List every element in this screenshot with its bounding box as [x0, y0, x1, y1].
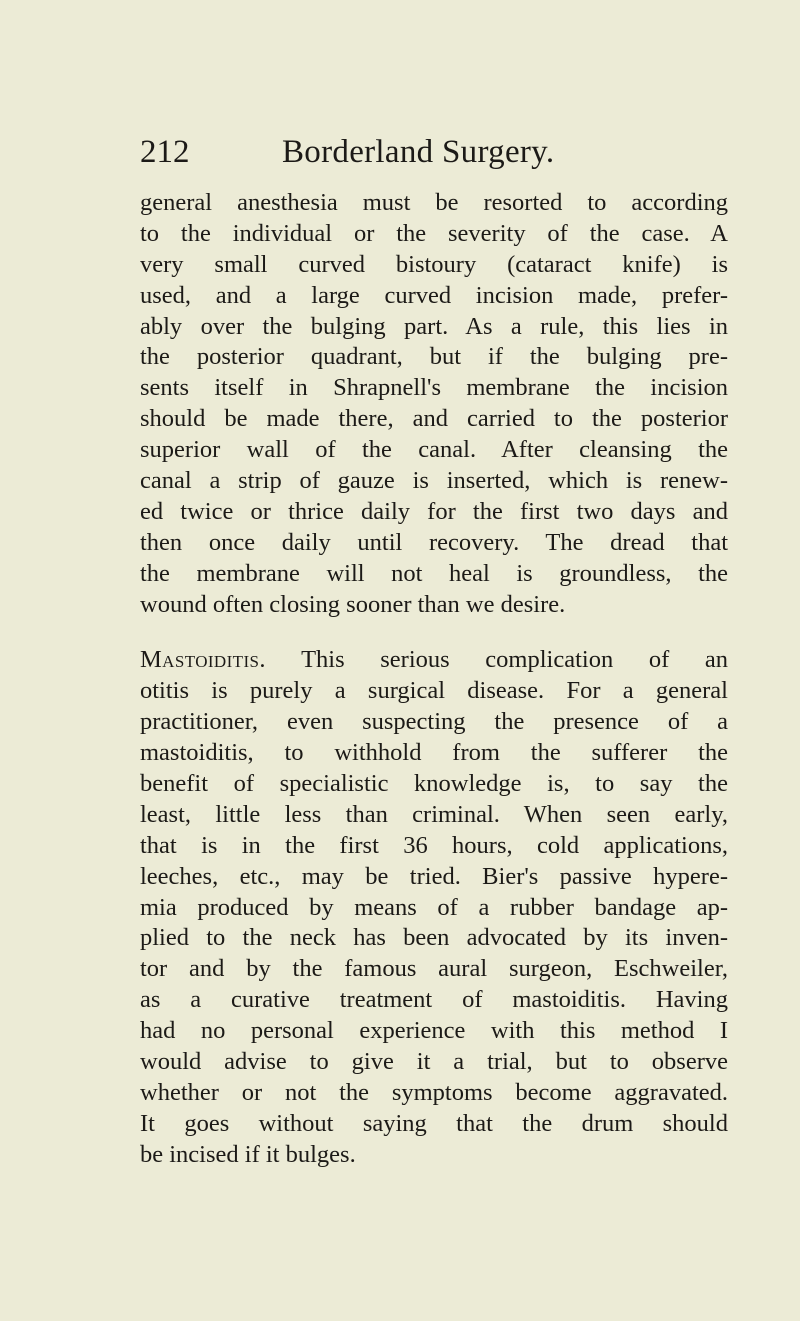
paragraph-anesthesia	[140, 188, 728, 620]
text-line: superior wall of the canal. After cleansing the	[140, 436, 728, 464]
text-line: as a curative treatment of mastoiditis. Having	[140, 986, 728, 1014]
text-line: had no personal experience with this method I	[140, 1017, 728, 1045]
text-line: very small curved bistoury (cataract knife) is	[140, 250, 728, 278]
text-line: general anesthesia must be resorted to according	[140, 189, 728, 216]
page-number: 212	[140, 134, 190, 170]
running-head: Borderland Surgery.	[282, 134, 555, 170]
text-line: then once daily until recovery. The dread that	[140, 528, 728, 556]
text-line: ably over the bulging part. As a rule, this lies in	[140, 312, 728, 340]
text-line: that is in the first 36 hours, cold applications,	[140, 831, 728, 859]
text-line: wound often closing sooner than we desire.	[140, 590, 566, 618]
paragraph-mastoiditis	[140, 645, 728, 1170]
text-line: used, and a large curved incision made, prefer-	[140, 281, 728, 309]
text-line: be incised if it bulges.	[140, 1140, 356, 1168]
text-line: otitis is purely a surgical disease. For a general	[140, 677, 728, 705]
text-line: tor and by the famous aural surgeon, Eschweiler,	[140, 955, 728, 983]
text-line: leeches, etc., may be tried. Bier's passive hypere-	[140, 862, 728, 890]
page-header	[140, 130, 680, 174]
section-heading: Mastoiditis.	[140, 646, 266, 674]
text-line: It goes without saying that the drum should	[140, 1109, 728, 1137]
text-line: mia produced by means of a rubber bandage ap-	[140, 893, 728, 921]
text-line: sents itself in Shrapnell's membrane the incision	[140, 374, 728, 402]
text-line: canal a strip of gauze is inserted, which is renew-	[140, 467, 728, 495]
text-line: practitioner, even suspecting the presence of a	[140, 708, 728, 736]
text-line: to the individual or the severity of the case. A	[140, 219, 728, 247]
text-line: benefit of specialistic knowledge is, to say the	[140, 770, 728, 798]
text-line-rest: This serious complication of an	[265, 646, 728, 674]
text-line: plied to the neck has been advocated by its inven-	[140, 924, 728, 952]
text-line: least, little less than criminal. When seen early,	[140, 800, 728, 828]
text-line: would advise to give it a trial, but to observe	[140, 1048, 728, 1076]
text-line: the posterior quadrant, but if the bulging pre-	[140, 343, 728, 371]
text-line: ed twice or thrice daily for the first two days and	[140, 497, 728, 525]
text-line: should be made there, and carried to the posterior	[140, 405, 728, 433]
text-line: whether or not the symptoms become aggravated.	[140, 1078, 728, 1106]
text-line: mastoiditis, to withhold from the sufferer the	[140, 739, 728, 767]
paragraph-gap	[140, 620, 728, 645]
text-line: the membrane will not heal is groundless, the	[140, 559, 728, 587]
text-line	[140, 645, 728, 676]
body-text	[140, 188, 728, 1171]
